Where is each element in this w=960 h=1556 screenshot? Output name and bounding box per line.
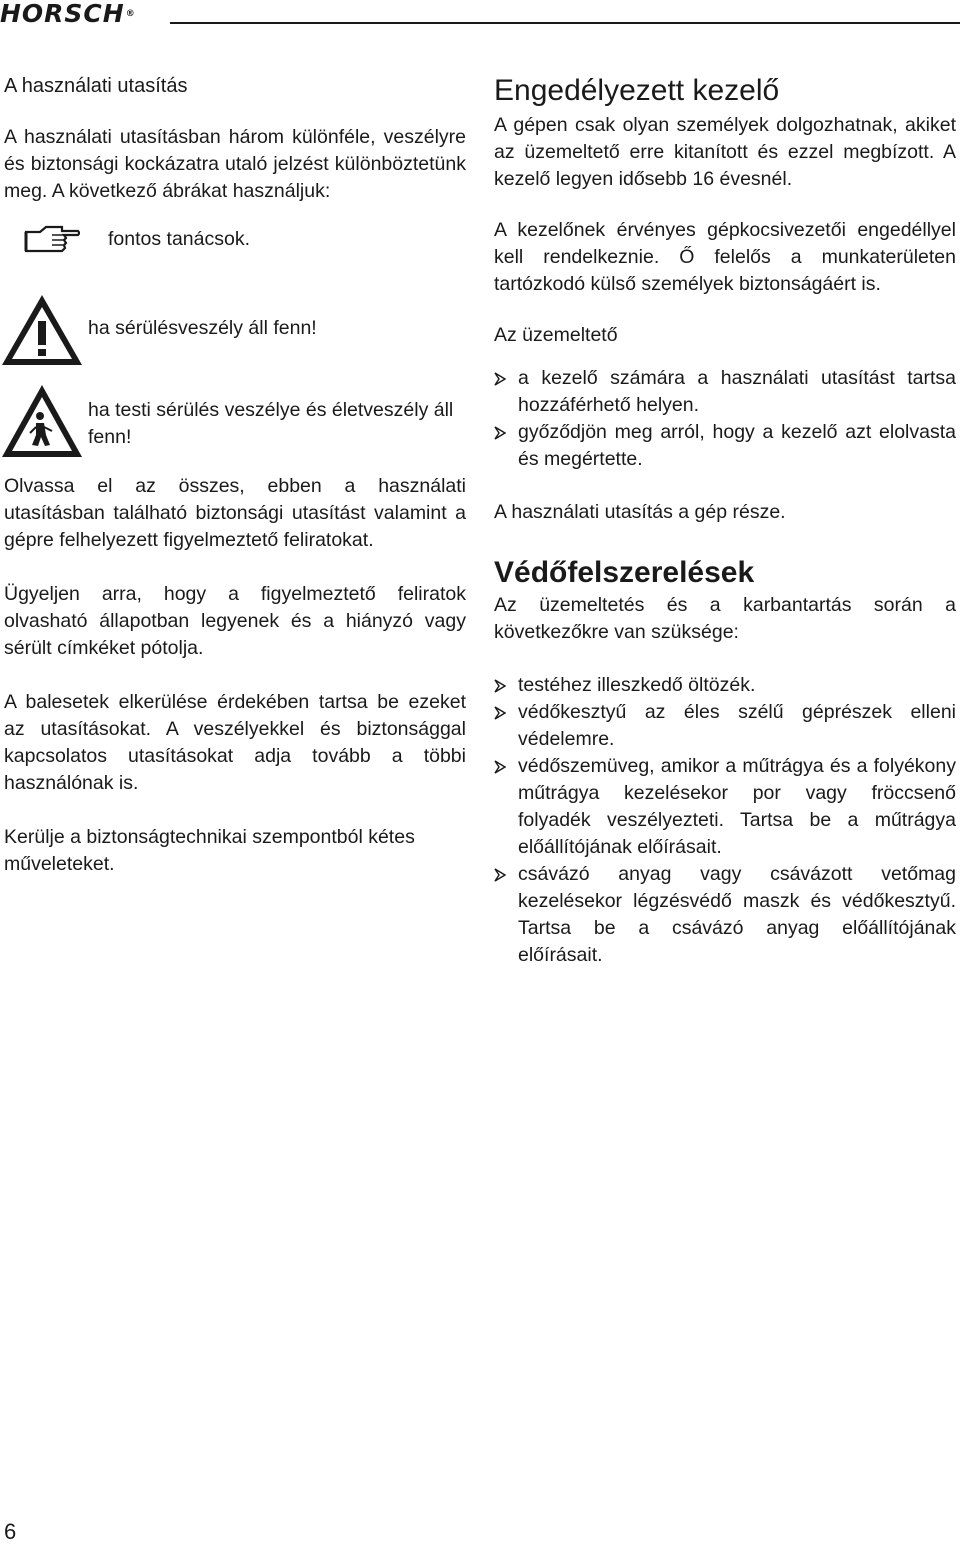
warning-triangle-icon xyxy=(0,293,84,367)
bullet-text: védőkesztyű az éles szélű géprészek elleni védelemre. xyxy=(518,701,956,750)
icon-row-tips xyxy=(4,221,466,257)
icon-row-danger xyxy=(4,383,466,459)
bullet-text: testéhez illeszkedő öltözék. xyxy=(518,674,756,696)
icon-label-danger: ha testi sérülés veszélye és életveszély áll fenn! xyxy=(88,399,454,448)
horsch-logo xyxy=(0,2,136,26)
danger-person-triangle-icon xyxy=(0,383,84,459)
paragraph-requirements: Az üzemeltetés és a karbantartás során a következőkre van szüksége: xyxy=(494,594,956,643)
list-item xyxy=(494,672,956,699)
icon-row-injury xyxy=(4,293,466,367)
arrow-bullet-icon xyxy=(494,426,506,440)
page-number: 6 xyxy=(4,1519,17,1544)
pointing-hand-icon xyxy=(22,224,102,254)
paragraph-labels-readable: Ügyeljen arra, hogy a figyelmeztető feliratok olvasható állapotban legyenek és a hiányzó vagy sérült címkéket pótolja. xyxy=(4,583,466,659)
list-item xyxy=(494,753,956,861)
paragraph-read-instructions: Olvassa el az összes, ebben a használati utasításban található biztonsági utasítást valamint a gépre felhelyezett figyelmeztető feliratokat. xyxy=(4,475,466,551)
intro-paragraph: A használati utasításban három különféle, veszélyre és biztonsági kockázatra utaló jelzést különböztetünk meg. A következő ábrákat használjuk: xyxy=(4,126,466,202)
left-column xyxy=(4,72,466,878)
paragraph-avoid-unsafe: Kerülje a biztonságtechnikai szempontból kétes műveleteket. xyxy=(4,826,415,875)
equipment-bullet-list xyxy=(494,672,956,969)
bullet-text: csávázó anyag vagy csávázott vetőmag kezelésekor légzésvédő maszk és védőkesztyű. Tartsa be a csávázó anyag előállítójának előírásait. xyxy=(518,863,956,966)
section-title-manual: A használati utasítás xyxy=(4,75,188,97)
heading-authorized-operator: Engedélyezett kezelő xyxy=(494,74,780,107)
arrow-bullet-icon xyxy=(494,760,506,774)
arrow-bullet-icon xyxy=(494,372,506,386)
paragraph-accident-prevention: A balesetek elkerülése érdekében tartsa be ezeket az utasításokat. A veszélyekkel és biztonsággal kapcsolatos utasításokat adja tovább a többi használónak is. xyxy=(4,691,466,794)
icon-label-tips: fontos tanácsok. xyxy=(108,227,251,250)
list-item xyxy=(494,861,956,969)
operator-label: Az üzemeltető xyxy=(494,324,618,346)
paragraph-trained-persons: A gépen csak olyan személyek dolgozhatnak, akiket az üzemeltető erre kitanított és ezzel megbízott. A kezelő legyen idősebb 16 évesnél. xyxy=(494,114,956,190)
list-item xyxy=(494,419,956,473)
logo-text: HORSCH xyxy=(0,0,125,28)
registered-mark: ® xyxy=(125,9,136,19)
arrow-bullet-icon xyxy=(494,868,506,882)
heading-protective-equipment: Védőfelszerelések xyxy=(494,556,755,589)
bullet-text: győződjön meg arról, hogy a kezelő azt elolvasta és megértette. xyxy=(518,421,956,470)
list-item xyxy=(494,365,956,419)
paragraph-manual-part-of-machine: A használati utasítás a gép része. xyxy=(494,501,786,523)
bullet-text: védőszemüveg, amikor a műtrágya és a folyékony műtrágya kezelésekor por vagy fröccsenő folyadék veszélyezteti. Tartsa be a műtrágya előállítójának előírásait. xyxy=(518,755,956,858)
operator-bullet-list xyxy=(494,365,956,473)
right-column xyxy=(494,72,956,969)
icon-label-injury: ha sérülésveszély áll fenn! xyxy=(88,316,317,339)
arrow-bullet-icon xyxy=(494,706,506,720)
list-item xyxy=(494,699,956,753)
header-rule xyxy=(170,22,960,24)
paragraph-driving-license: A kezelőnek érvényes gépkocsivezetői engedéllyel kell rendelkeznie. Ő felelős a munkaterületen tartózkodó külső személyek biztonságáért is. xyxy=(494,219,956,295)
arrow-bullet-icon xyxy=(494,679,506,693)
bullet-text: a kezelő számára a használati utasítást tartsa hozzáférhető helyen. xyxy=(518,367,956,416)
